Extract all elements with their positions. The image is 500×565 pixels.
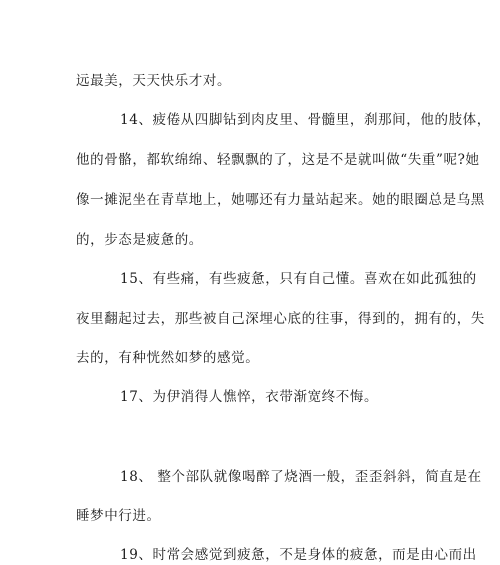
text-line: 他的骨骼，都软绵绵、轻飘飘的了，这是不是就叫做“失重”呢?她 <box>76 152 480 168</box>
text-line: 去的，有种恍然如梦的感觉。 <box>76 350 260 366</box>
text-line: 夜里翻起过去，那些被自己深埋心底的往事，得到的，拥有的，失 <box>76 311 485 327</box>
text-line: 18、 整个部队就像喝醉了烧酒一般，歪歪斜斜，简直是在 <box>120 469 482 485</box>
text-line: 的，步态是疲惫的。 <box>76 232 203 248</box>
text-line: 远最美，天天快乐才对。 <box>76 73 232 89</box>
text-line: 15、有些痛，有些疲惫，只有自己懂。喜欢在如此孤独的 <box>120 271 477 287</box>
text-line: 19、时常会感觉到疲惫，不是身体的疲惫，而是由心而出 <box>120 547 477 563</box>
text-line: 17、为伊消得人憔悴，衣带渐宽终不悔。 <box>120 389 379 405</box>
text-line: 14、疲倦从四脚钻到肉皮里、骨髓里，刹那间，他的肢体， <box>120 112 491 128</box>
text-line: 睡梦中行进。 <box>76 508 161 524</box>
text-line: 像一摊泥坐在青草地上，她哪还有力量站起来。她的眼圈总是乌黑 <box>76 192 485 208</box>
